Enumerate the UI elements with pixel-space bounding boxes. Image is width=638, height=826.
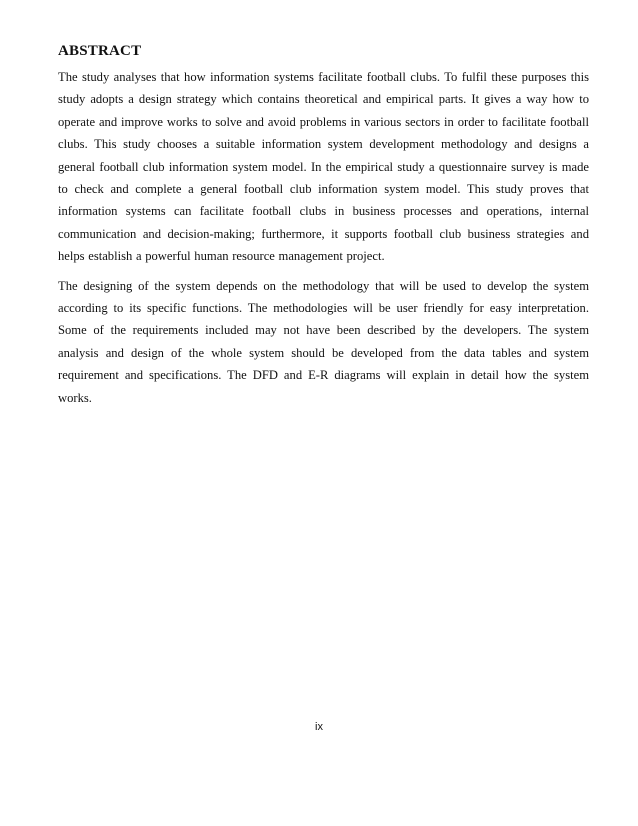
abstract-heading: ABSTRACT [58,43,142,59]
document-body [58,42,589,409]
abstract-paragraph-1: The study analyses that how information systems facilitate football clubs. To fulfil these purposes this study adopts a design strategy which contains theoretical and empirical parts. It gives a way how to operate and improve works to solve and avoid problems in various sectors in order to facilitate football clubs. This study chooses a suitable information system development methodology and designs a general football club information system model. In the empirical study a questionnaire survey is made to check and complete a general football club information system model. This study proves that information systems can facilitate football clubs in business processes and operations, internal communication and decision-making; furthermore, it supports football club business strategies and helps establish a powerful human resource management project. [58,70,589,264]
page-number: ix [315,721,323,733]
abstract-paragraph-2: The designing of the system depends on the methodology that will be used to develop the system according to its specific functions. The methodologies will be user friendly for easy interpretation. Some of the requirements included may not have been described by the developers. The system analysis and design of the whole system should be developed from the data tables and system requirement and specifications. The DFD and E-R diagrams will explain in detail how the system works. [58,278,589,405]
